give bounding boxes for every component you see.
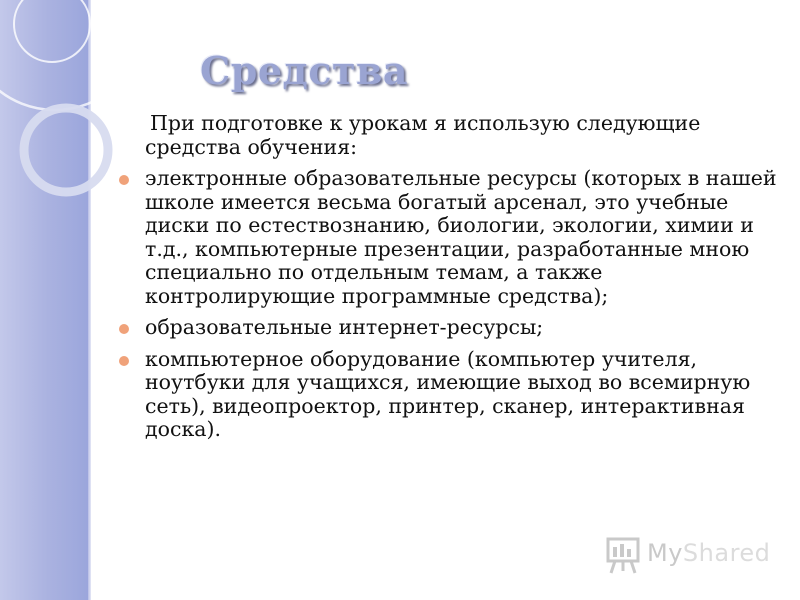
intro-paragraph: При подготовке к урокам я использую следующие средства обучения: — [145, 111, 701, 159]
watermark-my: My — [647, 539, 683, 567]
watermark-shared: Shared — [682, 539, 771, 567]
bullet-item — [110, 167, 790, 308]
small-circle-outline — [14, 0, 90, 62]
bullet-text: образовательные интернет-ресурсы; — [145, 315, 544, 339]
watermark-text — [647, 539, 770, 567]
bullet-text: компьютерное оборудование (компьютер учителя, ноутбуки для учащихся, имеющие выход во всемирную сеть), видеопроектор, принтер, сканер, интерактивная доска). — [145, 346, 751, 441]
slide-content — [110, 112, 790, 450]
slide-title: Средства — [200, 48, 409, 93]
ring-circle — [24, 108, 108, 192]
bullet-dot-icon — [119, 356, 129, 366]
bullet-list — [110, 167, 790, 442]
presentation-board-icon — [603, 533, 647, 577]
myshared-watermark — [603, 533, 773, 577]
bullet-item — [110, 348, 790, 442]
bullet-text: электронные образовательные ресурсы (которых в нашей школе имеется весьма богатый арсенал, это учебные диски по естествознанию, биологии, экологии, химии и т.д., компьютерные презентации, разработанные мною специально по отдельным темам, а также контролирующие программные средства); — [145, 166, 777, 308]
bullet-dot-icon — [119, 175, 129, 185]
bullet-dot-icon — [119, 324, 129, 334]
bullet-item — [110, 316, 790, 340]
